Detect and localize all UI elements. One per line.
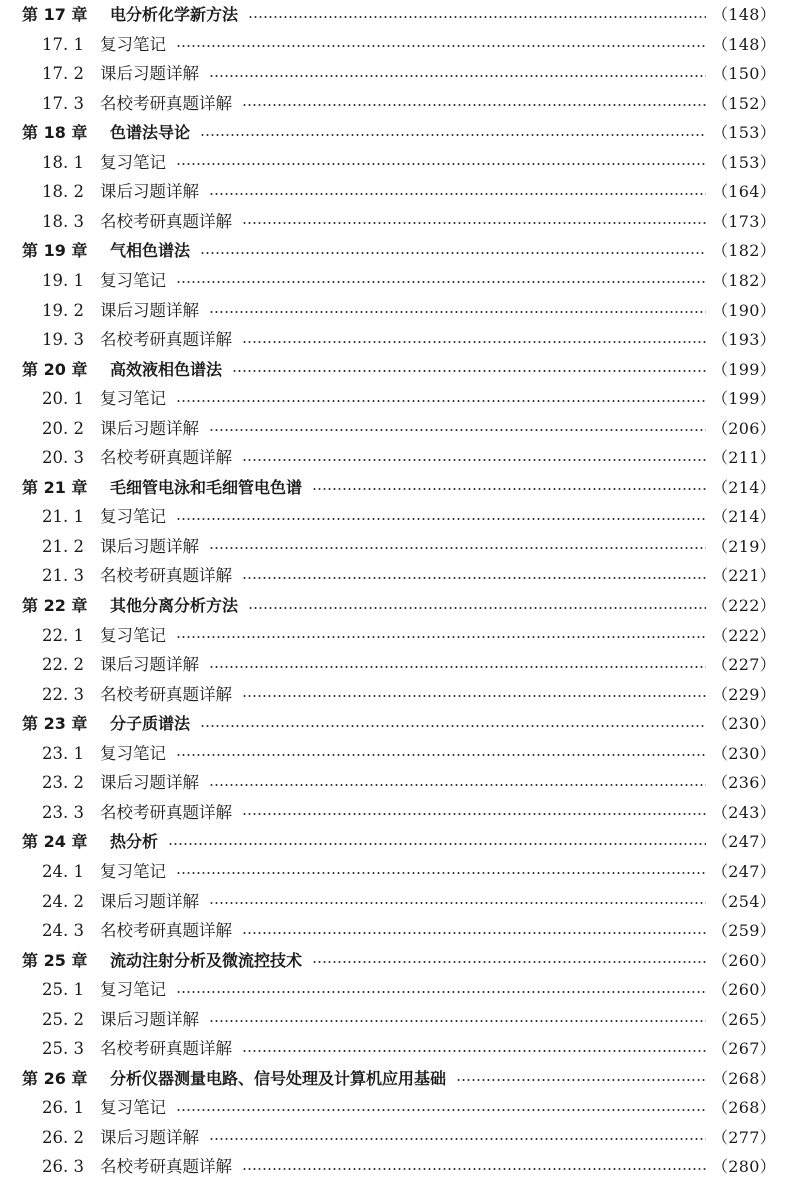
dot-leader [242, 341, 706, 343]
page-number: （280） [711, 1157, 776, 1177]
chapter-number: 第 22 章 [22, 596, 88, 615]
toc-chapter-row[interactable] [0, 709, 790, 738]
section-title: 课后习题详解 [100, 182, 199, 202]
section-number: 25. 1 [42, 980, 84, 1000]
section-number: 24. 2 [42, 891, 84, 911]
toc-section-row[interactable] [0, 89, 790, 118]
page-number: （206） [711, 418, 776, 438]
dot-leader [209, 1020, 706, 1022]
section-title: 课后习题详解 [100, 773, 199, 793]
dot-leader [242, 577, 706, 579]
page-number: （214） [711, 507, 776, 527]
page-number: （229） [711, 684, 776, 704]
dot-leader [242, 932, 706, 934]
section-title: 复习笔记 [100, 389, 166, 409]
toc-section-row[interactable] [0, 532, 790, 561]
section-number: 23. 1 [42, 743, 84, 763]
chapter-number: 第 19 章 [22, 241, 88, 261]
dot-leader [242, 222, 706, 224]
toc-section-row[interactable] [0, 325, 790, 354]
page-number: （236） [711, 773, 776, 793]
section-number: 17. 2 [42, 64, 84, 84]
page-number: （153） [711, 152, 776, 172]
section-number: 20. 2 [42, 418, 84, 438]
toc-section-row[interactable] [0, 1123, 790, 1152]
toc-section-row[interactable] [0, 207, 790, 236]
section-number: 26. 3 [42, 1157, 84, 1177]
toc-chapter-row[interactable] [0, 355, 790, 384]
page-number: （214） [711, 477, 776, 497]
section-number: 18. 1 [42, 152, 84, 172]
dot-leader [176, 754, 706, 756]
chapter-number: 第 18 章 [22, 123, 88, 143]
chapter-number: 第 20 章 [22, 359, 88, 379]
dot-leader [209, 311, 706, 313]
chapter-title: 电分析化学新方法 [110, 5, 239, 24]
chapter-title: 高效液相色谱法 [110, 359, 223, 379]
page-number: （277） [711, 1127, 776, 1147]
page-number: （254） [711, 891, 776, 911]
section-number: 19. 3 [42, 330, 84, 350]
toc-section-row[interactable] [0, 414, 790, 443]
chapter-title: 其他分离分析方法 [110, 596, 239, 615]
dot-leader [176, 400, 706, 402]
page-number: （243） [711, 802, 776, 822]
page-number: （219） [711, 536, 776, 556]
page-number: （222） [711, 625, 776, 645]
toc-section-row[interactable] [0, 561, 790, 590]
toc-section-row[interactable] [0, 384, 790, 413]
dot-leader [456, 1079, 706, 1081]
toc-section-row[interactable] [0, 621, 790, 650]
toc-section-row[interactable] [0, 916, 790, 945]
page-number: （152） [711, 93, 776, 113]
section-title: 名校考研真题详解 [100, 921, 232, 941]
toc-section-row[interactable] [0, 443, 790, 472]
section-title: 名校考研真题详解 [100, 1039, 232, 1059]
section-title: 课后习题详解 [100, 418, 199, 438]
section-number: 17. 1 [42, 34, 84, 54]
chapter-title: 分析仪器测量电路、信号处理及计算机应用基础 [110, 1068, 447, 1088]
dot-leader [242, 459, 706, 461]
page-number: （222） [711, 596, 776, 615]
dot-leader [242, 695, 706, 697]
section-title: 复习笔记 [100, 270, 166, 290]
section-number: 21. 1 [42, 507, 84, 527]
page-number: （150） [711, 64, 776, 84]
dot-leader [176, 991, 706, 993]
section-title: 课后习题详解 [100, 655, 199, 675]
page-number: （260） [711, 950, 776, 970]
page-number: （153） [711, 123, 776, 143]
section-number: 17. 3 [42, 93, 84, 113]
section-number: 21. 2 [42, 536, 84, 556]
dot-leader [200, 252, 706, 254]
toc-chapter-row[interactable] [0, 827, 790, 856]
page-number: （247） [711, 832, 776, 852]
toc-chapter-row[interactable] [0, 591, 790, 620]
chapter-title: 气相色谱法 [110, 241, 191, 261]
page-number: （164） [711, 182, 776, 202]
dot-leader [242, 1050, 706, 1052]
toc-section-row[interactable] [0, 1152, 790, 1181]
toc-section-row[interactable] [0, 1034, 790, 1063]
dot-leader [242, 104, 706, 106]
section-number: 22. 3 [42, 684, 84, 704]
section-title: 课后习题详解 [100, 1127, 199, 1147]
section-number: 26. 2 [42, 1127, 84, 1147]
page-number: （211） [711, 448, 776, 468]
page-number: （230） [711, 714, 776, 734]
section-title: 名校考研真题详解 [100, 684, 232, 704]
toc-chapter-row[interactable] [0, 236, 790, 265]
section-number: 25. 3 [42, 1039, 84, 1059]
toc-section-row[interactable] [0, 1005, 790, 1034]
section-title: 名校考研真题详解 [100, 802, 232, 822]
toc-chapter-row[interactable] [0, 1064, 790, 1093]
section-number: 25. 2 [42, 1009, 84, 1029]
chapter-title: 热分析 [110, 832, 159, 852]
section-number: 22. 2 [42, 655, 84, 675]
section-title: 复习笔记 [100, 625, 166, 645]
toc-section-row[interactable] [0, 1093, 790, 1122]
chapter-number: 第 21 章 [22, 477, 88, 497]
dot-leader [248, 16, 706, 18]
dot-leader [200, 134, 706, 136]
dot-leader [209, 902, 706, 904]
page-number: （182） [711, 241, 776, 261]
page-number: （193） [711, 330, 776, 350]
section-title: 复习笔记 [100, 743, 166, 763]
section-number: 18. 2 [42, 182, 84, 202]
section-title: 名校考研真题详解 [100, 1157, 232, 1177]
dot-leader [176, 163, 706, 165]
section-title: 名校考研真题详解 [100, 448, 232, 468]
dot-leader [209, 666, 706, 668]
section-number: 23. 3 [42, 802, 84, 822]
page-number: （190） [711, 300, 776, 320]
section-title: 名校考研真题详解 [100, 566, 232, 586]
toc-chapter-row[interactable] [0, 118, 790, 147]
section-title: 名校考研真题详解 [100, 93, 232, 113]
page-number: （173） [711, 211, 776, 231]
page-number: （199） [711, 389, 776, 409]
section-title: 复习笔记 [100, 980, 166, 1000]
toc-chapter-row[interactable] [0, 946, 790, 975]
chapter-number: 第 25 章 [22, 950, 88, 970]
toc-section-row[interactable] [0, 502, 790, 531]
dot-leader [312, 961, 706, 963]
dot-leader [232, 370, 706, 372]
page-number: （267） [711, 1039, 776, 1059]
toc-section-row[interactable] [0, 739, 790, 768]
dot-leader [176, 45, 706, 47]
dot-leader [176, 518, 706, 520]
section-title: 复习笔记 [100, 34, 166, 54]
toc-section-row[interactable] [0, 266, 790, 295]
toc-section-row[interactable] [0, 768, 790, 797]
page-number: （260） [711, 980, 776, 1000]
section-number: 18. 3 [42, 211, 84, 231]
section-title: 复习笔记 [100, 507, 166, 527]
page-number: （230） [711, 743, 776, 763]
dot-leader [209, 429, 706, 431]
dot-leader [209, 547, 706, 549]
toc-section-row[interactable] [0, 798, 790, 827]
section-number: 20. 3 [42, 448, 84, 468]
section-title: 复习笔记 [100, 1098, 166, 1118]
page-number: （247） [711, 861, 776, 881]
toc-section-row[interactable] [0, 650, 790, 679]
dot-leader [242, 1168, 706, 1170]
section-number: 23. 2 [42, 773, 84, 793]
section-title: 复习笔记 [100, 861, 166, 881]
section-title: 课后习题详解 [100, 300, 199, 320]
section-number: 21. 3 [42, 566, 84, 586]
chapter-title: 分子质谱法 [110, 714, 191, 734]
toc-section-row[interactable] [0, 30, 790, 59]
toc-chapter-row[interactable] [0, 473, 790, 502]
toc-chapter-row[interactable] [0, 0, 790, 29]
page-number: （268） [711, 1068, 776, 1088]
page-number: （148） [711, 5, 776, 24]
dot-leader [248, 607, 706, 609]
dot-leader [209, 193, 706, 195]
toc-section-row[interactable] [0, 148, 790, 177]
chapter-number: 第 23 章 [22, 714, 88, 734]
page-number: （148） [711, 34, 776, 54]
toc-section-row[interactable] [0, 59, 790, 88]
dot-leader [168, 843, 706, 845]
chapter-title: 流动注射分析及微流控技术 [110, 950, 303, 970]
dot-leader [209, 784, 706, 786]
section-title: 名校考研真题详解 [100, 211, 232, 231]
section-number: 19. 1 [42, 270, 84, 290]
page-number: （221） [711, 566, 776, 586]
toc-section-row[interactable] [0, 680, 790, 709]
toc-section-row[interactable] [0, 857, 790, 886]
chapter-title: 色谱法导论 [110, 123, 191, 143]
dot-leader [176, 872, 706, 874]
section-title: 课后习题详解 [100, 64, 199, 84]
toc-section-row[interactable] [0, 296, 790, 325]
dot-leader [242, 813, 706, 815]
dot-leader [176, 636, 706, 638]
section-title: 课后习题详解 [100, 536, 199, 556]
dot-leader [312, 488, 706, 490]
chapter-number: 第 24 章 [22, 832, 88, 852]
section-number: 19. 2 [42, 300, 84, 320]
page-number: （265） [711, 1009, 776, 1029]
section-number: 24. 3 [42, 921, 84, 941]
section-title: 名校考研真题详解 [100, 330, 232, 350]
toc-section-row[interactable] [0, 177, 790, 206]
page-number: （227） [711, 655, 776, 675]
section-number: 24. 1 [42, 861, 84, 881]
dot-leader [209, 1138, 706, 1140]
page-number: （199） [711, 359, 776, 379]
section-title: 复习笔记 [100, 152, 166, 172]
chapter-number: 第 26 章 [22, 1068, 88, 1088]
dot-leader [209, 75, 706, 77]
page-number: （259） [711, 921, 776, 941]
page-number: （268） [711, 1098, 776, 1118]
dot-leader [176, 1109, 706, 1111]
dot-leader [200, 725, 706, 727]
toc-section-row[interactable] [0, 975, 790, 1004]
toc-section-row[interactable] [0, 887, 790, 916]
dot-leader [176, 281, 706, 283]
section-number: 26. 1 [42, 1098, 84, 1118]
section-title: 课后习题详解 [100, 891, 199, 911]
chapter-number: 第 17 章 [22, 5, 88, 24]
page-number: （182） [711, 270, 776, 290]
section-title: 课后习题详解 [100, 1009, 199, 1029]
section-number: 20. 1 [42, 389, 84, 409]
section-number: 22. 1 [42, 625, 84, 645]
chapter-title: 毛细管电泳和毛细管电色谱 [110, 477, 303, 497]
